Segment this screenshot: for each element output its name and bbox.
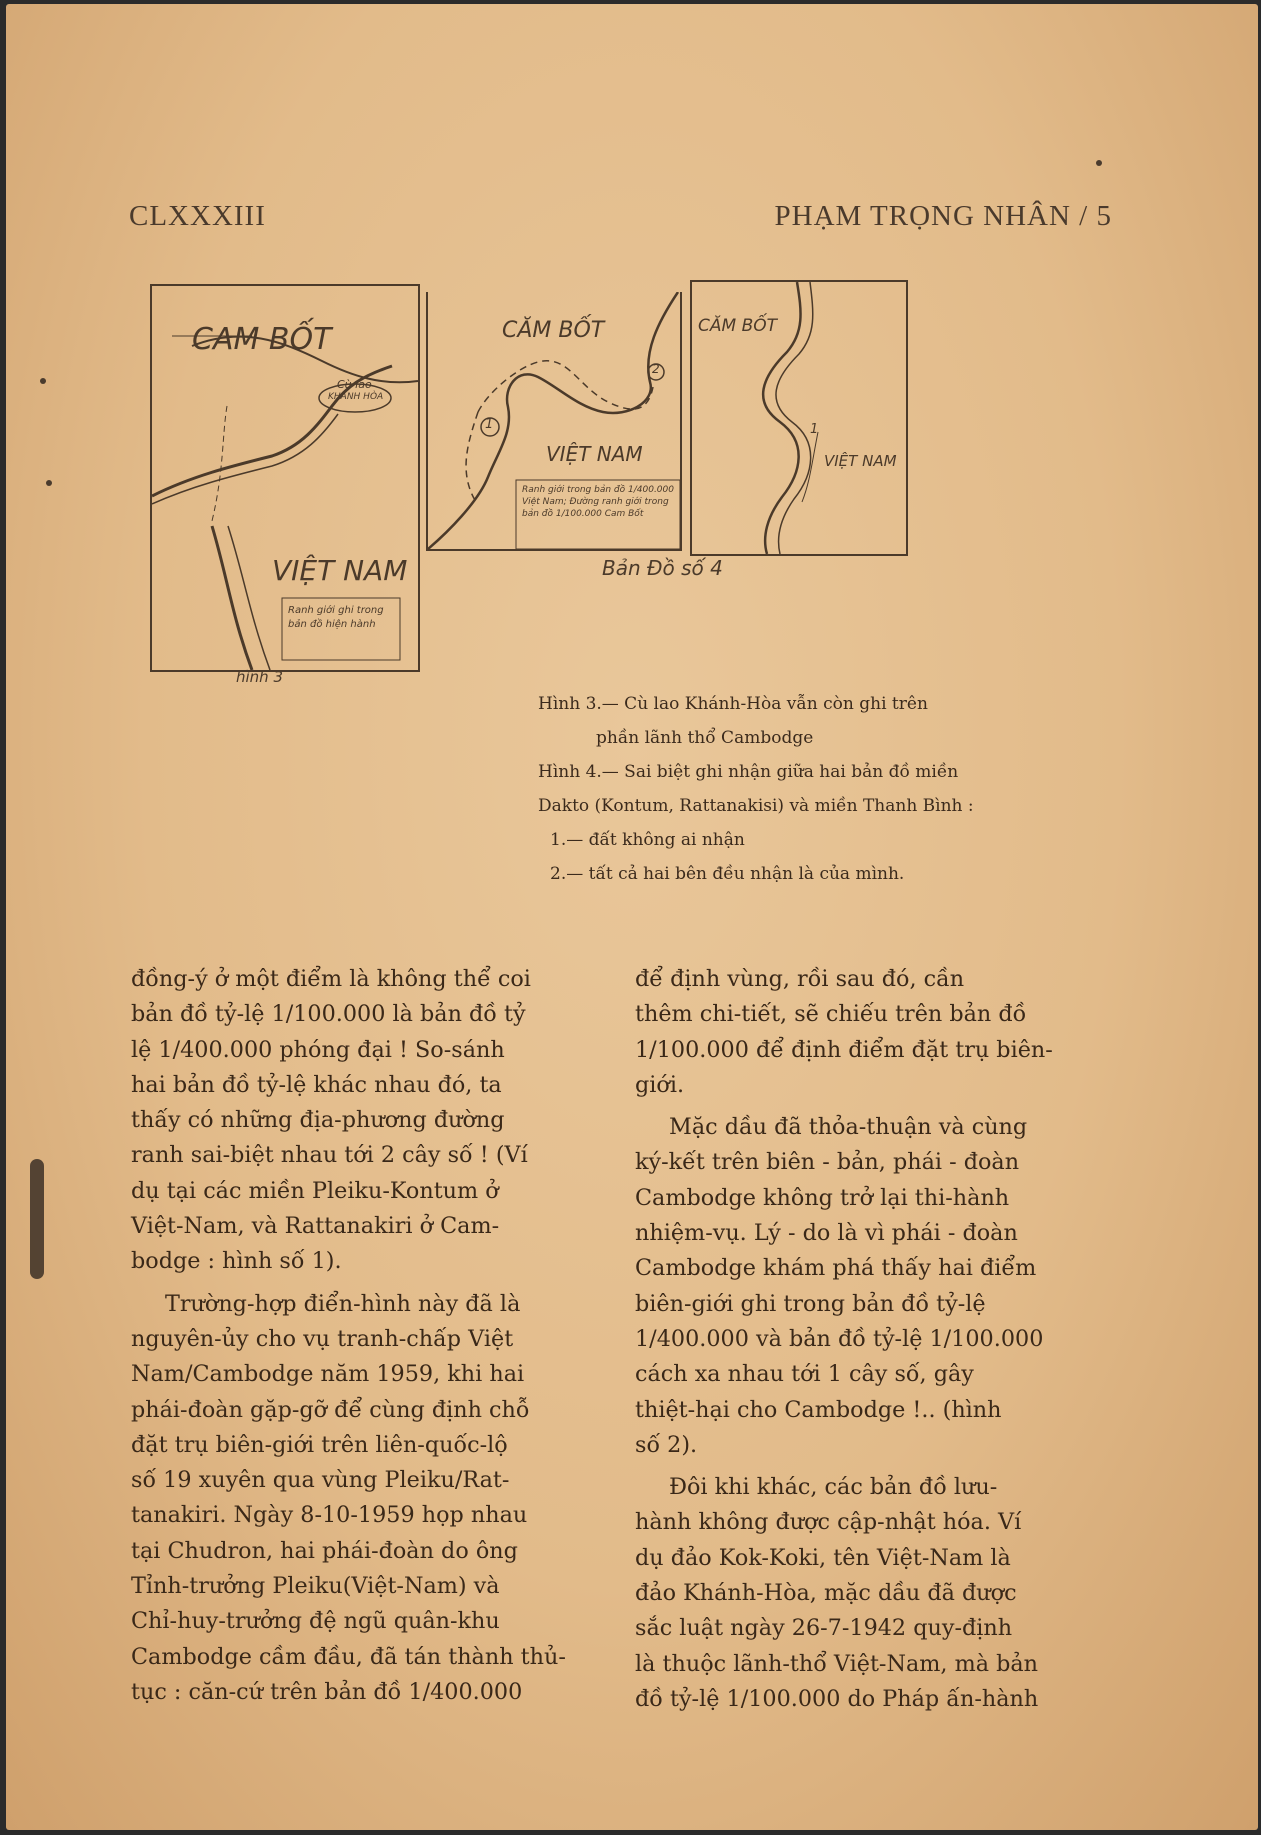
- scanned-page: [6, 4, 1258, 1830]
- map3-marker: 1: [810, 422, 819, 437]
- text-line: Mặc dầu đã thỏa-thuận và cùng: [669, 1114, 1028, 1141]
- text-line: Việt-Nam, và Rattanakiri ở Cam-: [131, 1213, 500, 1240]
- text-line: thiệt-hại cho Cambodge !.. (hình: [635, 1396, 1002, 1423]
- text-line: phái-đoàn gặp-gỡ để cùng định chỗ: [131, 1396, 530, 1423]
- paragraph: [635, 962, 1107, 1103]
- text-line: dụ tại các miền Pleiku-Kontum ở: [131, 1177, 499, 1204]
- binding-stain: [30, 1159, 44, 1279]
- map2-marker-2: 2: [652, 362, 660, 376]
- text-line: lệ 1/400.000 phóng đại ! So-sánh: [131, 1036, 505, 1063]
- text-line: đồng-ý ở một điểm là không thể coi: [131, 966, 531, 992]
- text-line: Cambodge khám phá thấy hai điểm: [635, 1255, 1037, 1282]
- map1-country-vietnam: VIỆT NAM: [272, 554, 408, 587]
- text-line: ranh sai-biệt nhau tới 2 cây số ! (Ví: [131, 1142, 528, 1169]
- text-line: đồ tỷ-lệ 1/100.000 do Pháp ấn-hành: [635, 1685, 1039, 1712]
- text-line: cách xa nhau tới 1 cây số, gây: [635, 1361, 974, 1388]
- map3-country-vietnam: VIỆT NAM: [824, 452, 897, 470]
- map2-marker-1: 1: [485, 417, 494, 432]
- text-line: giới.: [635, 1071, 685, 1098]
- text-line: Cambodge cầm đầu, đã tán thành thủ-: [131, 1643, 566, 1670]
- paragraph: [635, 1110, 1107, 1463]
- paragraph: [131, 1287, 599, 1711]
- paragraph: [131, 962, 599, 1280]
- caption-line: Hình 3.— Cù lao Khánh-Hòa vẫn còn ghi trên: [538, 694, 928, 714]
- map1-legend: Ranh giới ghi trong bản đồ hiện hành: [288, 605, 384, 630]
- text-line: thấy có những địa-phương đường: [131, 1107, 505, 1134]
- text-line: Tỉnh-trưởng Pleiku(Việt-Nam) và: [131, 1573, 500, 1600]
- text-line: đảo Khánh-Hòa, mặc dầu đã được: [635, 1580, 1017, 1607]
- body-column-left: [131, 962, 599, 1717]
- text-line: là thuộc lãnh-thổ Việt-Nam, mà bản: [635, 1650, 1039, 1677]
- map1-island-label: Cù lao: [337, 378, 372, 391]
- map3-country-cambodia: CĂM BỐT: [698, 316, 777, 336]
- figure-caption: [538, 687, 1058, 891]
- map2-country-cambodia: CĂM BỐT: [502, 318, 605, 343]
- caption-line: 1.— đất không ai nhận: [550, 830, 745, 850]
- text-line: thêm chi-tiết, sẽ chiếu trên bản đồ: [635, 1001, 1027, 1028]
- text-line: 1/100.000 để định điểm đặt trụ biên-: [635, 1036, 1053, 1063]
- text-line: tục : căn-cứ trên bản đồ 1/400.000: [131, 1678, 523, 1705]
- text-line: tanakiri. Ngày 8-10-1959 họp nhau: [131, 1502, 528, 1529]
- text-line: Đôi khi khác, các bản đồ lưu-: [669, 1474, 998, 1501]
- map-figure-4-a: [426, 292, 682, 551]
- map2-country-vietnam: VIỆT NAM: [546, 442, 643, 466]
- text-line: biên-giới ghi trong bản đồ tỷ-lệ: [635, 1290, 986, 1317]
- text-line: dụ đảo Kok-Koki, tên Việt-Nam là: [635, 1544, 1011, 1571]
- scan-speck: [46, 480, 52, 486]
- map1-island-name: KHÁNH HÒA: [328, 392, 384, 402]
- text-line: số 19 xuyên qua vùng Pleiku/Rat-: [131, 1467, 510, 1494]
- map1-country-cambodia: CAM BỐT: [192, 322, 332, 357]
- text-line: Trường-hợp điển-hình này đã là: [165, 1290, 521, 1317]
- map2-legend: Ranh giới trong bản đồ 1/400.000 Việt Nam; Đường ranh giới trong bản đồ 1/100.000 Cam Bốt: [522, 485, 674, 519]
- body-column-right: [635, 962, 1107, 1724]
- text-line: hành không được cập-nhật hóa. Ví: [635, 1509, 1022, 1536]
- caption-line: Dakto (Kontum, Rattanakisi) và miền Thanh Bình :: [538, 796, 974, 816]
- text-line: Cambodge không trở lại thi-hành: [635, 1184, 1010, 1211]
- caption-line: phần lãnh thổ Cambodge: [596, 728, 814, 748]
- paragraph: [635, 1470, 1107, 1717]
- map-figure-4-b: [690, 280, 908, 556]
- text-line: ký-kết trên biên - bản, phái - đoàn: [635, 1149, 1020, 1176]
- text-line: 1/400.000 và bản đồ tỷ-lệ 1/100.000: [635, 1325, 1044, 1352]
- text-line: nhiệm-vụ. Lý - do là vì phái - đoàn: [635, 1220, 1018, 1247]
- text-line: số 2).: [635, 1431, 698, 1458]
- scan-speck: [40, 378, 46, 384]
- caption-line: 2.— tất cả hai bên đều nhận là của mình.: [550, 864, 905, 884]
- text-line: sắc luật ngày 26-7-1942 quy-định: [635, 1615, 1013, 1642]
- page-series-number: CLXXXIII: [129, 200, 266, 232]
- caption-line: Hình 4.— Sai biệt ghi nhận giữa hai bản đồ miền: [538, 762, 959, 782]
- scan-speck: [1096, 160, 1102, 166]
- text-line: để định vùng, rồi sau đó, cần: [635, 966, 965, 992]
- text-line: nguyên-ủy cho vụ tranh-chấp Việt: [131, 1325, 514, 1352]
- map-shared-label: Bản Đồ số 4: [602, 556, 723, 580]
- text-line: bản đồ tỷ-lệ 1/100.000 là bản đồ tỷ: [131, 1001, 526, 1028]
- running-header-author-page: PHẠM TRỌNG NHÂN / 5: [774, 200, 1112, 232]
- map1-figure-label: hình 3: [236, 668, 283, 686]
- text-line: bodge : hình số 1).: [131, 1248, 342, 1275]
- text-line: đặt trụ biên-giới trên liên-quốc-lộ: [131, 1431, 508, 1458]
- text-line: hai bản đồ tỷ-lệ khác nhau đó, ta: [131, 1071, 502, 1098]
- text-line: Nam/Cambodge năm 1959, khi hai: [131, 1361, 525, 1388]
- map-figure-3: [150, 284, 420, 672]
- text-line: Chỉ-huy-trưởng đệ ngũ quân-khu: [131, 1608, 500, 1635]
- text-line: tại Chudron, hai phái-đoàn do ông: [131, 1537, 518, 1564]
